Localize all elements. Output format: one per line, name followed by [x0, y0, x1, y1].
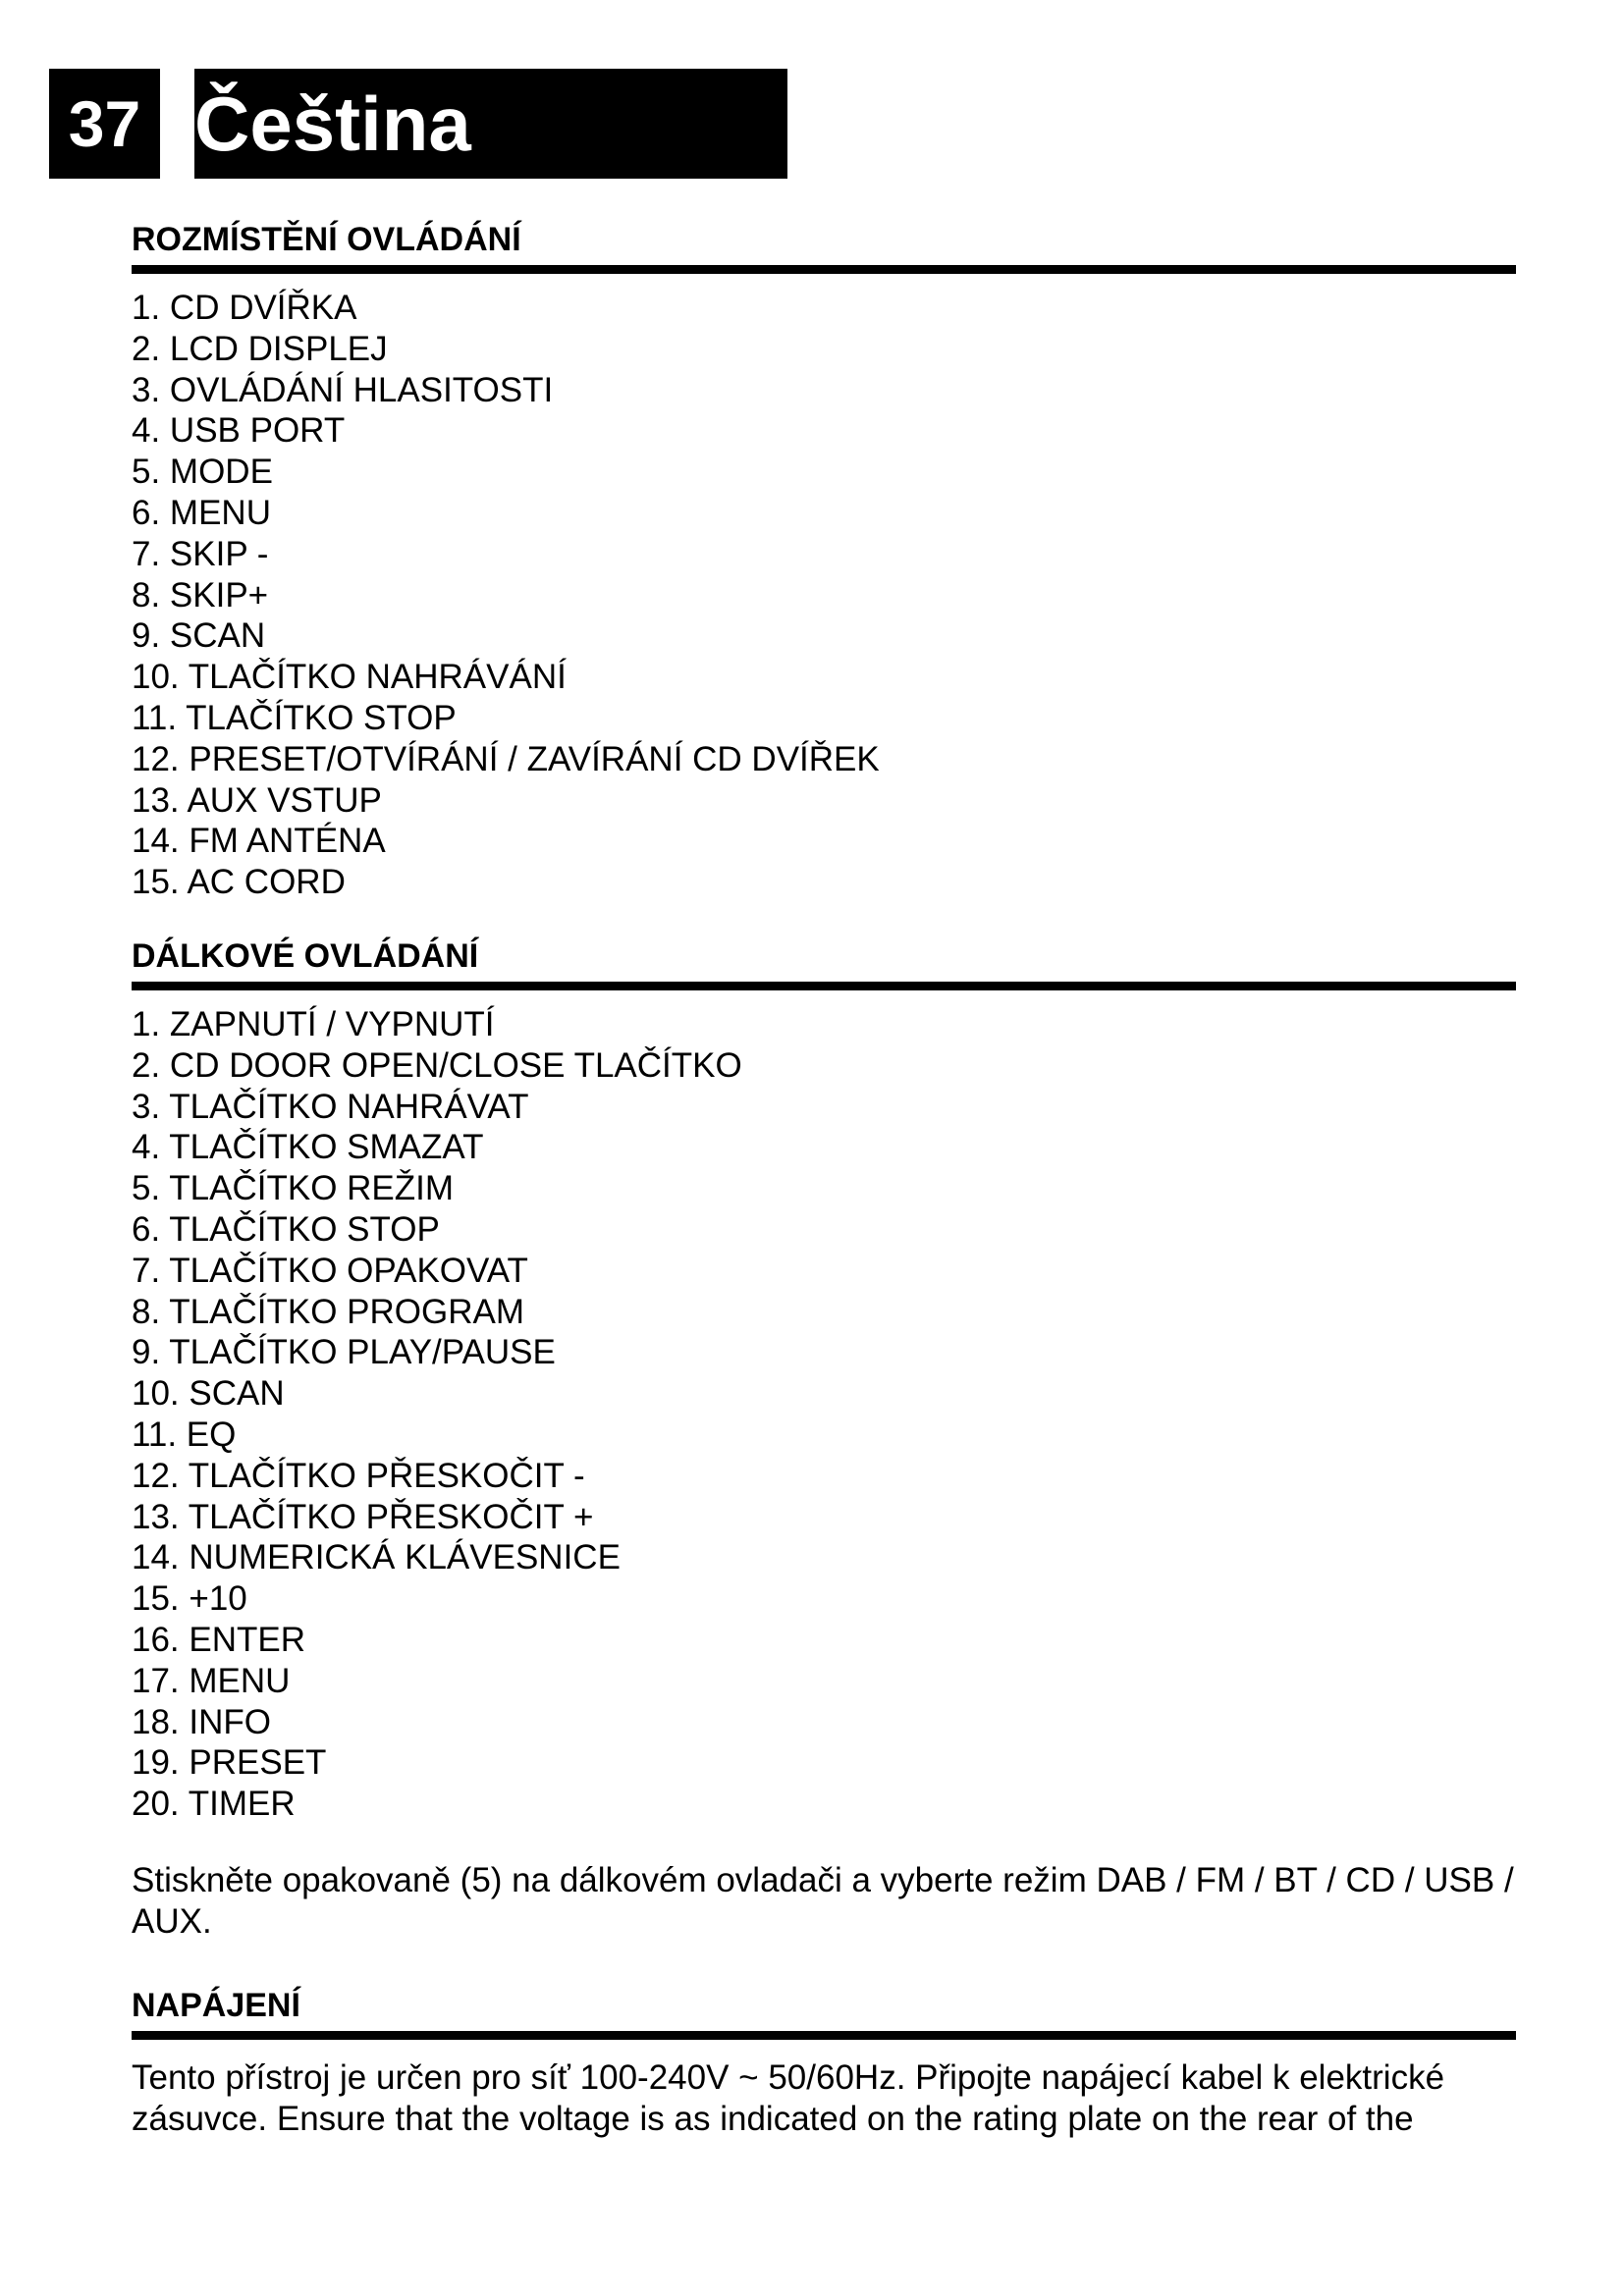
list-item: 4. TLAČÍTKO SMAZAT [132, 1128, 484, 1167]
list-item: 13. TLAČÍTKO PŘESKOČIT + [132, 1497, 594, 1536]
list-item: 10. SCAN [132, 1374, 285, 1414]
list-item: 17. MENU [132, 1661, 291, 1700]
list-item: 15. +10 [132, 1579, 247, 1619]
list-item: 18. INFO [132, 1702, 271, 1741]
list-item: 14. NUMERICKÁ KLÁVESNICE [132, 1538, 621, 1577]
power-description-text: Tento přístroj je určen pro síť 100-240V ~ 50/60Hz. Připojte napájecí kabel k elektrické zásuvce. Ensure that the voltage is as indicated on the rating plate on the rear of the [132, 2057, 1445, 2138]
list-item: 19. PRESET [132, 1743, 327, 1783]
list-item: 3. OVLÁDÁNÍ HLASITOSTI [132, 370, 554, 409]
document-body [132, 216, 1516, 2140]
list-item: 5. TLAČÍTKO REŽIM [132, 1169, 455, 1208]
list-item: 14. FM ANTÉNA [132, 822, 386, 861]
list-item: 20. TIMER [132, 1785, 296, 1824]
list-item: 11. TLAČÍTKO STOP [132, 698, 457, 737]
language-title: Čeština [194, 69, 787, 179]
list-item: 6. MENU [132, 493, 271, 532]
list-item: 6. TLAČÍTKO STOP [132, 1209, 440, 1249]
list-item: 15. AC CORD [132, 863, 346, 902]
list-item: 8. TLAČÍTKO PROGRAM [132, 1292, 524, 1331]
list-item: 7. SKIP - [132, 534, 269, 573]
list-item: 12. PRESET/OTVÍRÁNÍ / ZAVÍRÁNÍ CD DVÍŘEK [132, 739, 880, 778]
section-title-power: NAPÁJENÍ [132, 1982, 1516, 2040]
list-item: 4. USB PORT [132, 411, 346, 451]
remote-list [132, 1004, 1516, 1825]
list-item: 10. TLAČÍTKO NAHRÁVÁNÍ [132, 658, 567, 697]
mode-instruction-text: Stiskněte opakovaně (5) na dálkovém ovladači a vyberte režim DAB / FM / BT / CD / USB / AUX. [132, 1860, 1514, 1941]
list-item: 7. TLAČÍTKO OPAKOVAT [132, 1251, 528, 1290]
list-item: 9. TLAČÍTKO PLAY/PAUSE [132, 1333, 556, 1372]
section-title-remote: DÁLKOVÉ OVLÁDÁNÍ [132, 933, 1516, 990]
list-item: 3. TLAČÍTKO NAHRÁVAT [132, 1087, 529, 1126]
list-item: 12. TLAČÍTKO PŘESKOČIT - [132, 1456, 585, 1495]
list-item: 1. CD DVÍŘKA [132, 289, 357, 327]
list-item: 5. MODE [132, 453, 273, 492]
list-item: 2. CD DOOR OPEN/CLOSE TLAČÍTKO [132, 1045, 742, 1085]
page-number-badge: 37 [49, 69, 160, 179]
controls-list [132, 288, 1516, 903]
list-item: 9. SCAN [132, 616, 266, 656]
list-item: 2. LCD DISPLEJ [132, 329, 388, 368]
list-item: 1. ZAPNUTÍ / VYPNUTÍ [132, 1004, 495, 1043]
list-item: 13. AUX VSTUP [132, 780, 382, 820]
section-title-controls: ROZMÍSTĚNÍ OVLÁDÁNÍ [132, 216, 1516, 274]
list-item: 11. EQ [132, 1415, 237, 1454]
list-item: 8. SKIP+ [132, 575, 269, 614]
list-item: 16. ENTER [132, 1620, 305, 1659]
